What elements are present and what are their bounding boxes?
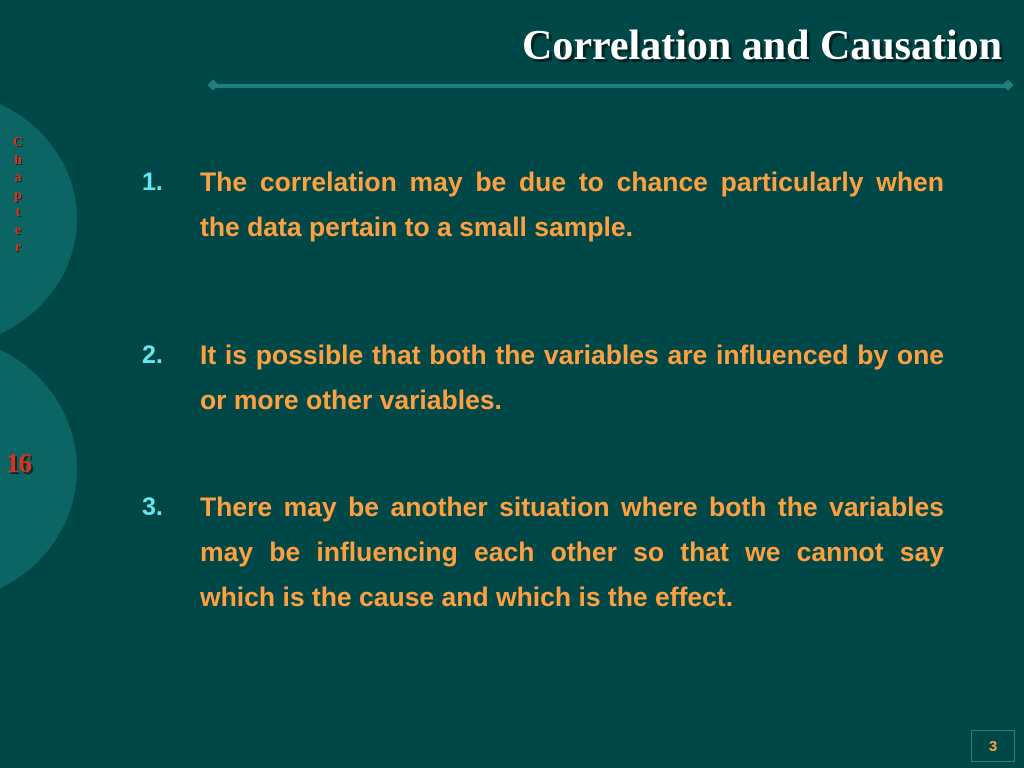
chapter-letter: a: [14, 170, 22, 185]
list-item: [142, 485, 944, 620]
chapter-letter: h: [14, 152, 22, 168]
point-text: The correlation may be due to chance particularly when the data pertain to a small sample.: [200, 167, 944, 242]
chapter-letter: r: [14, 240, 22, 255]
list-item: [142, 160, 944, 250]
slide-title: Correlation and Causation: [522, 23, 1002, 69]
point-text: There may be another situation where both the variables may be influencing each other so that we cannot say which is the cause and which is the effect.: [200, 492, 944, 612]
slide-number: 3: [988, 737, 998, 755]
slide-number-box: [971, 730, 1015, 762]
point-number: 2.: [142, 341, 163, 369]
divider-diamond-right: [1002, 79, 1013, 90]
chapter-letter: C: [12, 135, 24, 150]
point-text: It is possible that both the variables are influenced by one or more other variables.: [200, 340, 944, 415]
chapter-letter: t: [15, 205, 21, 220]
chapter-letter: p: [14, 187, 22, 203]
list-item: [142, 333, 944, 423]
chapter-letter: e: [14, 222, 22, 238]
divider-diamond-left: [207, 79, 218, 90]
title-divider: [213, 84, 1008, 88]
chapter-label: [4, 134, 32, 257]
point-number: 1.: [142, 168, 163, 196]
chapter-number: 16: [6, 448, 31, 478]
point-number: 3.: [142, 493, 163, 521]
